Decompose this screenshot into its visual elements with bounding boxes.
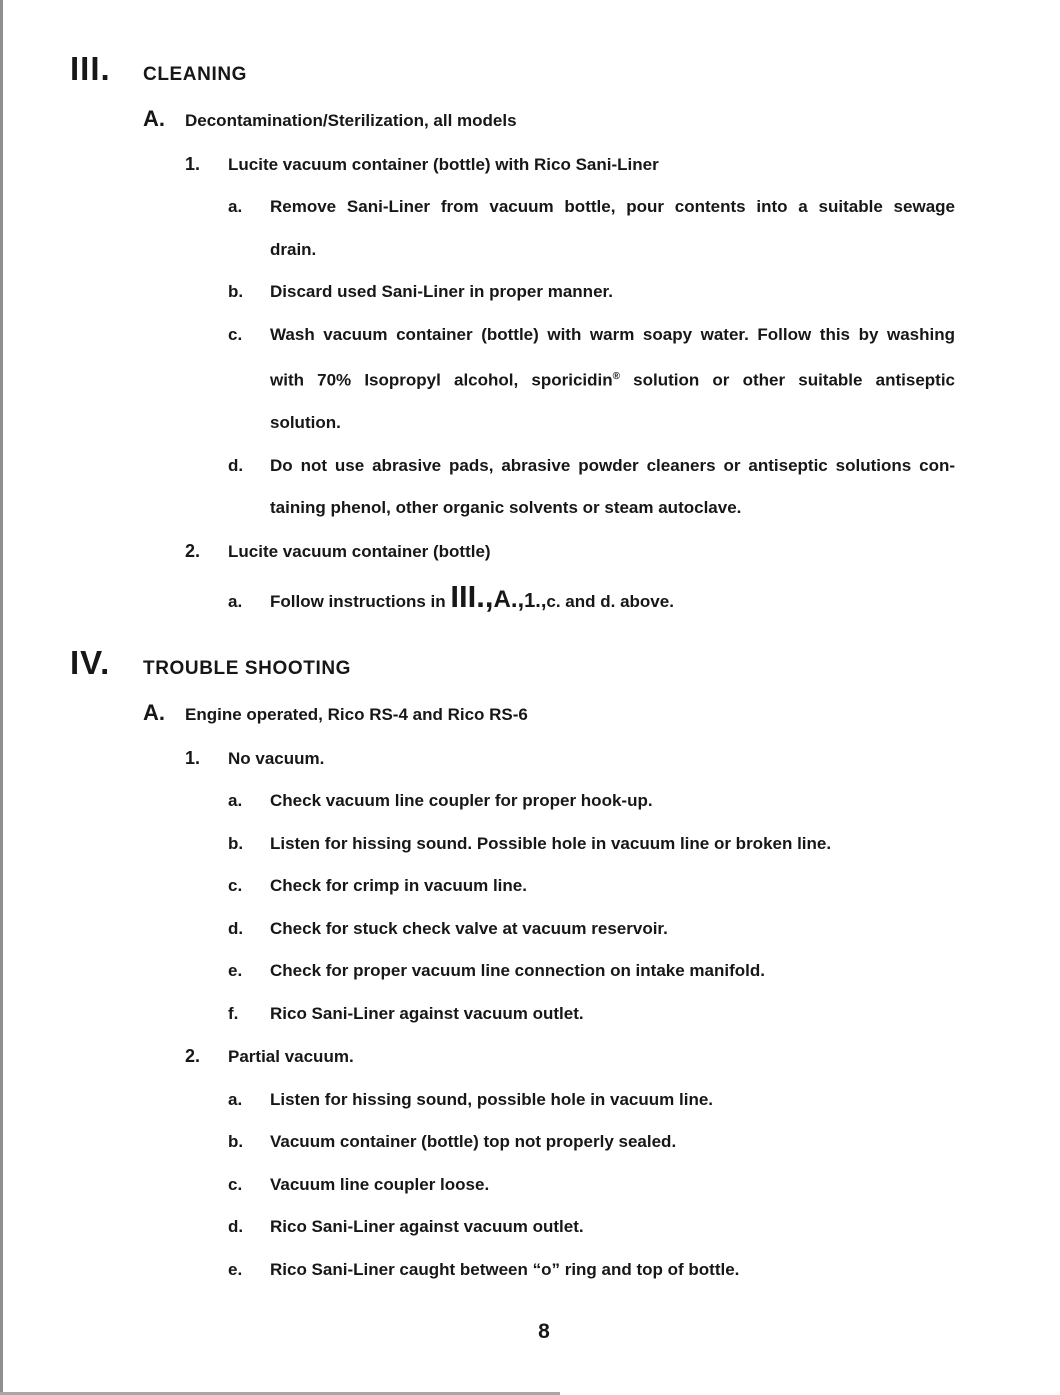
step-text: Rico Sani-Liner against vacuum outlet. — [270, 1003, 584, 1023]
step-marker: a. — [228, 1089, 243, 1109]
text-line: solution. — [270, 413, 341, 433]
step-text: Vacuum line coupler loose. — [270, 1174, 490, 1194]
step-text — [270, 445, 955, 530]
text-segment: with 70% Isopropyl alcohol, sporicidin — [270, 370, 613, 390]
step-marker: a. — [228, 197, 243, 216]
step-marker: b. — [228, 282, 244, 301]
step-text: Listen for hissing sound. Possible hole in vacuum line or broken line. — [270, 833, 832, 853]
subsection-a — [143, 692, 955, 737]
step-marker: d. — [228, 455, 244, 475]
text-line: drain. — [270, 239, 317, 259]
step-text: Listen for hissing sound, possible hole in vacuum line. — [270, 1089, 714, 1109]
item-marker: 2. — [185, 1046, 201, 1067]
step-marker: e. — [228, 1259, 243, 1279]
step-item — [228, 1079, 955, 1122]
step-marker: d. — [228, 918, 244, 938]
item-text: Lucite vacuum container (bottle) with Rico Sani-Liner — [228, 154, 659, 174]
section-cleaning — [70, 46, 955, 625]
list-item — [185, 530, 955, 574]
step-item — [228, 314, 955, 445]
step-text: Check for crimp in vacuum line. — [270, 876, 527, 896]
text-line: Remove Sani-Liner from vacuum bottle, pour contents into a suitable sewage — [270, 197, 955, 216]
page-left-edge — [0, 0, 3, 1395]
step-marker: f. — [228, 1003, 239, 1023]
step-text: Rico Sani-Liner caught between “o” ring and top of bottle. — [270, 1259, 740, 1279]
step-text: Check for proper vacuum line connection on intake manifold. — [270, 961, 765, 981]
step-item — [228, 186, 955, 271]
step-marker: c. — [228, 324, 243, 344]
page-number: 8 — [538, 1320, 550, 1343]
cross-ref-letter: A., — [493, 586, 525, 614]
step-item — [228, 993, 955, 1036]
step-item — [228, 780, 955, 823]
section-numeral: IV. — [70, 644, 111, 682]
list-item — [185, 737, 955, 781]
step-marker: c. — [228, 1174, 243, 1194]
subsection-marker: A. — [143, 106, 165, 131]
list-item — [185, 143, 955, 187]
subsection-text: Decontamination/Sterilization, all models — [185, 111, 517, 130]
step-marker: a. — [228, 592, 243, 612]
text-line: Do not use abrasive pads, abrasive powder cleaners or antiseptic solutions con- — [270, 455, 955, 475]
section-title: CLEANING — [143, 64, 248, 85]
step-item — [228, 823, 955, 866]
page-content — [70, 46, 955, 1291]
step-item — [228, 1249, 955, 1292]
text-segment: solution or other suitable antiseptic — [633, 370, 955, 390]
step-item — [228, 1164, 955, 1207]
text-line: Discard used Sani-Liner in proper manner. — [270, 282, 613, 301]
text-line — [270, 356, 955, 402]
step-item — [228, 1121, 955, 1164]
subsection-marker: A. — [143, 700, 165, 726]
step-marker: a. — [228, 791, 243, 811]
item-text: Lucite vacuum container (bottle) — [228, 541, 491, 561]
section-numeral: III. — [70, 50, 111, 87]
section-heading — [70, 46, 955, 98]
item-marker: 1. — [185, 153, 201, 174]
step-item — [228, 271, 955, 314]
text-line: taining phenol, other organic solvents or steam autoclave. — [270, 498, 742, 518]
text-segment: c. and d. above. — [546, 592, 674, 612]
registered-trademark-symbol: ® — [612, 371, 620, 382]
item-marker: 2. — [185, 540, 201, 561]
item-marker: 1. — [185, 747, 201, 768]
step-marker: b. — [228, 833, 244, 853]
step-text — [270, 314, 955, 445]
section-trouble-shooting — [70, 640, 955, 1291]
subsection-a — [143, 98, 955, 143]
step-text — [270, 186, 955, 271]
step-item — [228, 573, 955, 625]
step-marker: b. — [228, 1132, 244, 1152]
text-line: Wash vacuum container (bottle) with warm soapy water. Follow this by washing — [270, 324, 955, 344]
step-text: Vacuum container (bottle) top not properly sealed. — [270, 1132, 677, 1152]
step-item — [228, 950, 955, 993]
cross-ref-number: 1., — [524, 590, 547, 613]
step-text: Check for stuck check valve at vacuum reservoir. — [270, 918, 668, 938]
text-segment: Follow instructions in — [270, 592, 446, 612]
step-item — [228, 908, 955, 951]
item-text: No vacuum. — [228, 748, 325, 768]
subsection-text: Engine operated, Rico RS-4 and Rico RS-6 — [185, 705, 528, 725]
step-marker: d. — [228, 1217, 244, 1237]
section-heading — [70, 640, 955, 692]
step-text: Rico Sani-Liner against vacuum outlet. — [270, 1217, 584, 1237]
cross-ref-roman: III., — [450, 579, 494, 615]
step-marker: e. — [228, 961, 243, 981]
step-item — [228, 865, 955, 908]
list-item — [185, 1035, 955, 1079]
step-text: Check vacuum line coupler for proper hook-up. — [270, 791, 653, 811]
step-item — [228, 445, 955, 530]
step-marker: c. — [228, 876, 243, 896]
section-title: TROUBLE SHOOTING — [143, 658, 352, 680]
item-text: Partial vacuum. — [228, 1047, 354, 1067]
step-item — [228, 1206, 955, 1249]
step-text — [270, 573, 955, 625]
step-text — [270, 271, 955, 314]
